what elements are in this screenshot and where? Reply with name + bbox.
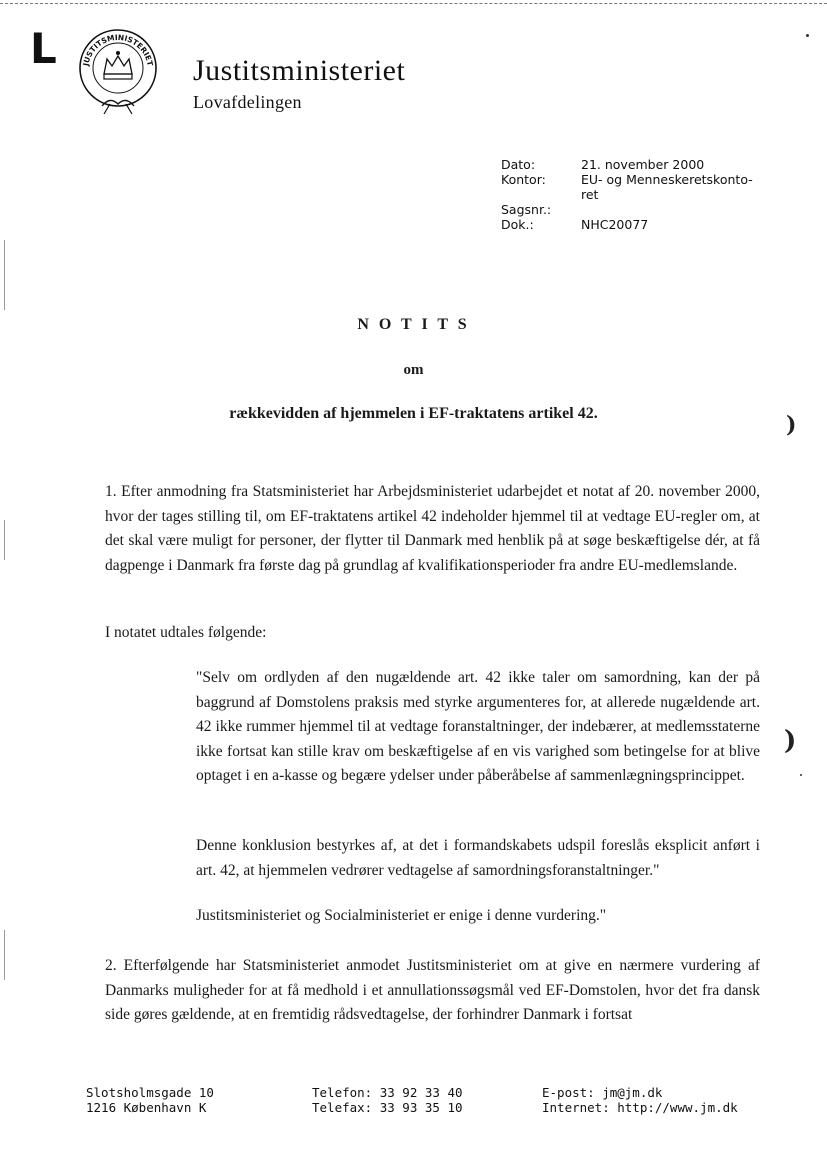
quote-paragraph-3: Justitsministeriet og Socialministeriet er enige i denne vurdering." — [196, 907, 607, 924]
footer-telefax: Telefax: 33 93 35 10 — [312, 1100, 463, 1115]
meta-label: Dato: — [501, 157, 536, 172]
scan-left-edge-mark — [4, 240, 5, 310]
scan-speck — [806, 34, 809, 37]
ministry-seal-icon — [74, 26, 162, 116]
handwritten-mark: L — [30, 24, 57, 73]
scan-left-edge-mark — [4, 520, 5, 560]
meta-value: EU- og Menneskeretskonto- — [581, 172, 753, 187]
footer-address — [86, 1085, 214, 1115]
document-title-connector: om — [403, 362, 424, 378]
footer-website: Internet: http://www.jm.dk — [542, 1100, 738, 1115]
quote-paragraph-1: "Selv om ordlyden af den nugældende art. 42 ikke taler om samordning, kan der på baggrund af Domstolens praksis med styrke argumenteres for, at allerede nugældende art. 42 ikke rummer hjemmel til at vedtage foranstaltninger, der indebærer, at medlemsstaterne ikke fortsat kan stille krav om beskæftigelse af en vis varighed som betingelse for at blive optaget i en a-kasse og begære ydelser under påberåbelse af sammenlægningsprincippet. — [196, 669, 760, 784]
footer-contact — [542, 1085, 738, 1115]
footer-street: Slotsholmsgade 10 — [86, 1085, 214, 1100]
scan-punch-mark: ) — [784, 726, 797, 756]
meta-value: 21. november 2000 — [581, 157, 705, 172]
quote-paragraph-2: Denne konklusion bestyrkes af, at det i formandskabets udspil foreslås eksplicit anført i art. 42, at hjemmelen vedrører vedtagelse af samordningsforanstaltninger." — [196, 837, 760, 879]
meta-value: ret — [581, 187, 599, 202]
scan-speck — [800, 774, 802, 776]
ministry-name: Justitsministeriet — [193, 54, 406, 87]
meta-row-office-cont — [501, 187, 761, 202]
quote-intro: I notatet udtales følgende: — [105, 624, 267, 641]
paragraph-2: 2. Efterfølgende har Statsministeriet anmodet Justitsministeriet om at give en nærmere vurdering af Danmarks muligheder for at få medhold i et annullationssøgsmål ved EF-Domstolen, hvor det fra dansk side gøres gældende, at en fremtidig rådsvedtagelse, der forhindrer Danmark i fortsat — [105, 957, 760, 1023]
document-subject: rækkevidden af hjemmelen i EF-traktatens artikel 42. — [229, 405, 598, 422]
meta-value — [581, 202, 761, 217]
meta-row-office — [501, 172, 761, 187]
scan-punch-mark: ) — [786, 412, 797, 438]
seal-text: JUSTITSMINISTERIET — [81, 32, 155, 67]
department-name: Lovafdelingen — [193, 92, 302, 112]
meta-row-date — [501, 157, 761, 172]
footer-city: 1216 København K — [86, 1100, 207, 1115]
meta-value: NHC20077 — [581, 217, 649, 232]
scan-left-edge-mark — [4, 930, 5, 980]
meta-label: Dok.: — [501, 217, 534, 232]
footer-phone — [312, 1085, 463, 1115]
document-title: N O T I T S — [357, 316, 470, 333]
svg-text:JUSTITSMINISTERIET — [81, 33, 155, 68]
footer-email: E-post: jm@jm.dk — [542, 1085, 663, 1100]
meta-label: Sagsnr.: — [501, 202, 552, 217]
meta-label: Kontor: — [501, 172, 546, 187]
document-metadata — [501, 157, 761, 232]
meta-row-case-number — [501, 202, 761, 217]
meta-label — [501, 187, 581, 202]
footer-telephone: Telefon: 33 92 33 40 — [312, 1085, 463, 1100]
meta-row-document — [501, 217, 761, 232]
scan-top-edge — [0, 3, 827, 4]
paragraph-1: 1. Efter anmodning fra Statsministeriet har Arbejdsministeriet udarbejdet et notat af 20. november 2000, hvor der tages stilling til, om EF-traktatens artikel 42 indeholder hjemmel til at vedtage EU-regler om, at det skal være muligt for personer, der flytter til Danmark med henblik på at søge beskæftigelse dér, at få dagpenge i Danmark fra første dag på grundlag af kvalifikationsperioder fra andre EU-medlemslande. — [105, 483, 760, 574]
